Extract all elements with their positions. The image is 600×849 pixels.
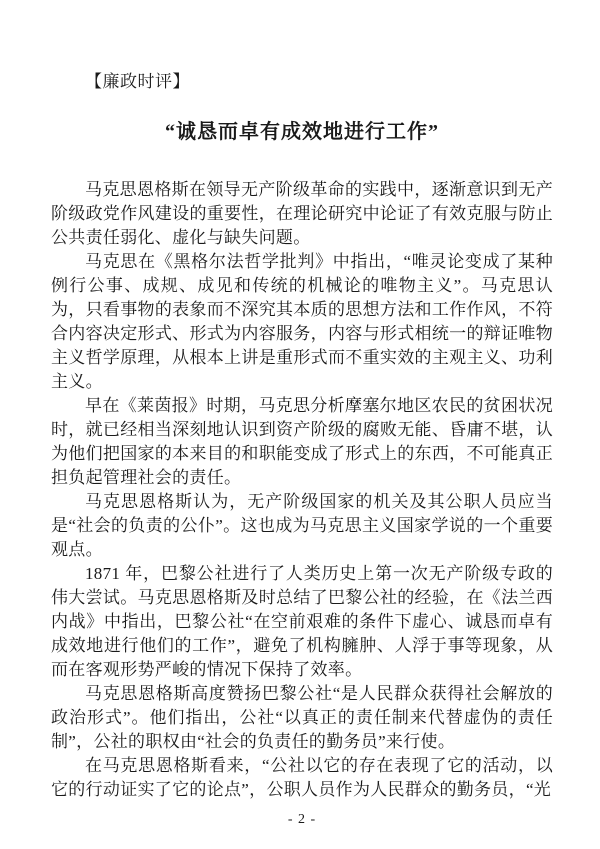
body-paragraph: 马克思恩格斯认为，无产阶级国家的机关及其公职人员应当是“社会的负责的公仆”。这也成为马克思主义国家学说的一个重要观点。	[51, 492, 553, 559]
body-paragraph: 早在《莱茵报》时期，马克思分析摩塞尔地区农民的贫困状况时，就已经相当深刻地认识到资产阶级的腐败无能、昏庸不堪，认为他们把国家的本来目的和职能变成了形式上的东西，不可能真正担负起管理社会的责任。	[51, 396, 553, 487]
page-title: “诚恳而卓有成效地进行工作”	[165, 121, 439, 143]
page-number: - 2 -	[287, 812, 317, 827]
body-paragraph: 马克思恩格斯高度赞扬巴黎公社“是人民群众获得社会解放的政治形式”。他们指出，公社“以真正的责任制来代替虚伪的责任制”，公社的职权由“社会的负责任的勤务员”来行使。	[51, 684, 553, 751]
category-tag: 【廉政时评】	[85, 72, 190, 91]
document-content	[51, 70, 553, 828]
body-paragraph: 马克思在《黑格尔法哲学批判》中指出，“唯灵论变成了某种例行公事、成规、成见和传统的机械论的唯物主义”。马克思认为，只看事物的表象而不深究其本质的思想方法和工作作风，不符合内容决定形式、形式为内容服务，内容与形式相统一的辩证唯物主义哲学原理，从根本上讲是重形式而不重实效的主观主义、功利主义。	[51, 252, 553, 391]
body-paragraph: 1871 年，巴黎公社进行了人类历史上第一次无产阶级专政的伟大尝试。马克思恩格斯及时总结了巴黎公社的经验，在《法兰西内战》中指出，巴黎公社“在空前艰难的条件下虚心、诚恳而卓有成效地进行他们的工作”，避免了机构臃肿、人浮于事等现象，从而在客观形势严峻的情况下保持了效率。	[51, 564, 553, 679]
body-paragraph: 马克思恩格斯在领导无产阶级革命的实践中，逐渐意识到无产阶级政党作风建设的重要性，在理论研究中论证了有效克服与防止公共责任弱化、虚化与缺失问题。	[51, 180, 553, 247]
body-paragraph: 在马克思恩格斯看来，“公社以它的存在表现了它的活动，以它的行动证实了它的论点”，公职人员作为人民群众的勤务员，“光	[51, 756, 553, 799]
article-body	[51, 178, 553, 802]
